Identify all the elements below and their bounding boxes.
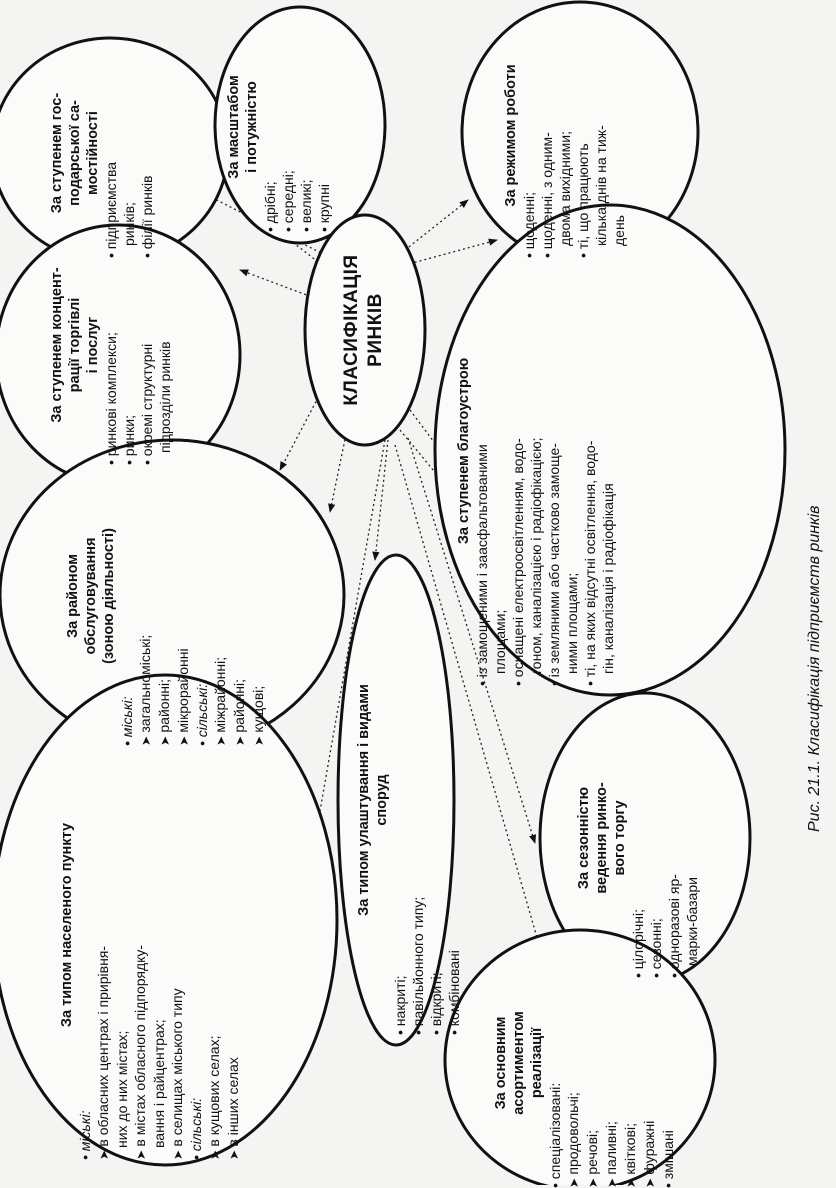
category-title — [58, 690, 76, 1160]
category-item: ➤ в селищах міського типу — [168, 690, 187, 1160]
category-item: ➤ в обласних центрах і прирівня- — [94, 690, 113, 1160]
category-title-line: ведення ринко- — [594, 782, 610, 894]
category-item: ➤ фуражні — [640, 938, 659, 1188]
category-items — [473, 216, 617, 686]
category-title-line: За районом — [65, 553, 81, 639]
category-seasonality — [575, 698, 701, 978]
category-item: • міські: — [119, 696, 135, 746]
category-title-line: За сезонністю — [576, 786, 592, 890]
category-item: підрозділи ринків — [157, 341, 173, 453]
category-item: ➤ речові; — [583, 938, 602, 1188]
category-item: • дрібні; — [261, 22, 279, 232]
category-items — [76, 690, 243, 1160]
category-item: ➤ кущові; — [249, 446, 268, 746]
category-item: • великі; — [297, 22, 315, 232]
category-item: • сільські: — [188, 1097, 204, 1160]
category-item: • ті, на яких відсутні освітлення, водо- — [581, 216, 599, 686]
category-assortment — [492, 938, 677, 1188]
center-label — [340, 230, 388, 430]
category-item: ➤ продовольчі; — [564, 938, 583, 1188]
category-item: марки-базари — [684, 877, 700, 966]
category-items — [629, 698, 701, 978]
center-label-line: РИНКІВ — [365, 293, 386, 367]
category-title-line: асортиментом — [511, 1011, 527, 1115]
category-items — [261, 22, 333, 232]
category-item: ➤ паливні; — [602, 938, 621, 1188]
category-title-line: За масштабом — [226, 75, 242, 179]
category-title-line: обслуговування — [83, 537, 99, 655]
category-title-line: рації торгівлі — [67, 297, 83, 393]
category-item: ➤ міжрайонні; — [211, 446, 230, 746]
category-title-line: мостійності — [85, 111, 101, 195]
category-item: • крупні — [315, 22, 333, 232]
category-item: день — [611, 215, 627, 246]
category-item: • цілорічні; — [629, 698, 647, 978]
category-scale-capacity — [225, 22, 333, 232]
category-title-line: За ступенем гос- — [49, 92, 65, 214]
category-item: • ті, що працюють — [574, 13, 592, 258]
category-item: • накриті; — [391, 565, 409, 1035]
category-item: • відкриті; — [427, 565, 445, 1035]
category-item: ➤ загальноміські; — [136, 446, 155, 746]
category-title-line: реалізації — [529, 1027, 545, 1099]
category-title-line: За типом улаштування і видами — [356, 684, 372, 916]
category-item: ➤ в інших селах — [224, 690, 243, 1160]
category-trade-concentration — [48, 225, 174, 465]
category-title-line: вого торгу — [612, 800, 628, 876]
category-item: ➤ в кущових селах; — [205, 690, 224, 1160]
category-title-line: (зоною діяльності) — [101, 528, 117, 664]
category-title — [355, 565, 391, 1035]
connector-arrow — [375, 440, 388, 560]
category-items — [546, 938, 677, 1188]
category-item: гін, каналізація і радіофікація — [600, 483, 616, 674]
category-item: площами; — [492, 609, 508, 674]
category-title — [575, 698, 629, 978]
figure-caption: Рис. 21.1. Класифікація підприємств ринків — [806, 505, 823, 832]
category-item: • окремі структурні — [138, 225, 156, 465]
category-item: них до них містах; — [114, 1030, 130, 1148]
category-item: • спеціалізовані: — [546, 938, 564, 1188]
category-item: ринків; — [121, 202, 137, 246]
category-item: • підприємства — [102, 48, 120, 258]
center-label-line: КЛАСИФІКАЦІЯ — [341, 254, 362, 406]
category-title-line: і потужністю — [244, 81, 260, 173]
category-title — [492, 938, 546, 1188]
category-item: ➤ мікрорайонні — [174, 446, 193, 746]
category-item: • сільські: — [194, 683, 210, 746]
category-item: • щоденні; — [520, 13, 538, 258]
category-item: • сезонні; — [647, 698, 665, 978]
category-settlement-type — [58, 690, 243, 1160]
category-title-line: За типом населеного пункту — [59, 822, 75, 1028]
category-item: • одноразові яр- — [665, 698, 683, 978]
category-item: двома вихідними; — [557, 131, 573, 246]
category-item: • комбіновані — [445, 565, 463, 1035]
category-item: ➤ в містах обласного підпорядку- — [131, 690, 150, 1160]
category-item: ➤ районні; — [155, 446, 174, 746]
category-title-line: споруд — [374, 774, 390, 826]
category-item: гоном, каналізацією і радіофікацією; — [528, 437, 544, 674]
category-items — [391, 565, 463, 1035]
category-title-line: подарської са- — [67, 100, 83, 206]
category-improvement-level — [455, 216, 617, 686]
category-item: • міські: — [77, 1110, 93, 1160]
category-item: кілька днів на тиж- — [593, 125, 609, 246]
category-title-line: і послуг — [85, 316, 101, 374]
category-title-line: За ступенем концент- — [49, 267, 65, 423]
category-item: • філії ринків — [138, 48, 156, 258]
category-title-line: За основним — [493, 1016, 509, 1110]
category-item: ➤ районні; — [230, 446, 249, 746]
category-item: ➤ квіткові; — [621, 938, 640, 1188]
category-items — [102, 225, 174, 465]
category-item: • змішані — [659, 938, 677, 1188]
category-item: вання і райцентрах; — [151, 1019, 167, 1148]
category-item: • ринки; — [120, 225, 138, 465]
category-title — [48, 225, 102, 465]
category-title — [225, 22, 261, 232]
category-title-line: За режимом роботи — [503, 64, 519, 207]
category-item: • ринкові комплекси; — [102, 225, 120, 465]
category-item: • середні; — [279, 22, 297, 232]
category-title-line: За ступенем благоустрою — [456, 357, 472, 545]
category-item: • із земляними або частково замоще- — [545, 216, 563, 686]
category-item: • оснащені електроосвітленням, водо- — [509, 216, 527, 686]
category-item: • павільйонного типу; — [409, 565, 427, 1035]
category-construction-type — [355, 565, 463, 1035]
category-item: • щоденні, з одним- — [538, 13, 556, 258]
category-item: ними площами; — [564, 572, 580, 674]
category-item: • із замощеними і заасфальтованими — [473, 216, 491, 686]
